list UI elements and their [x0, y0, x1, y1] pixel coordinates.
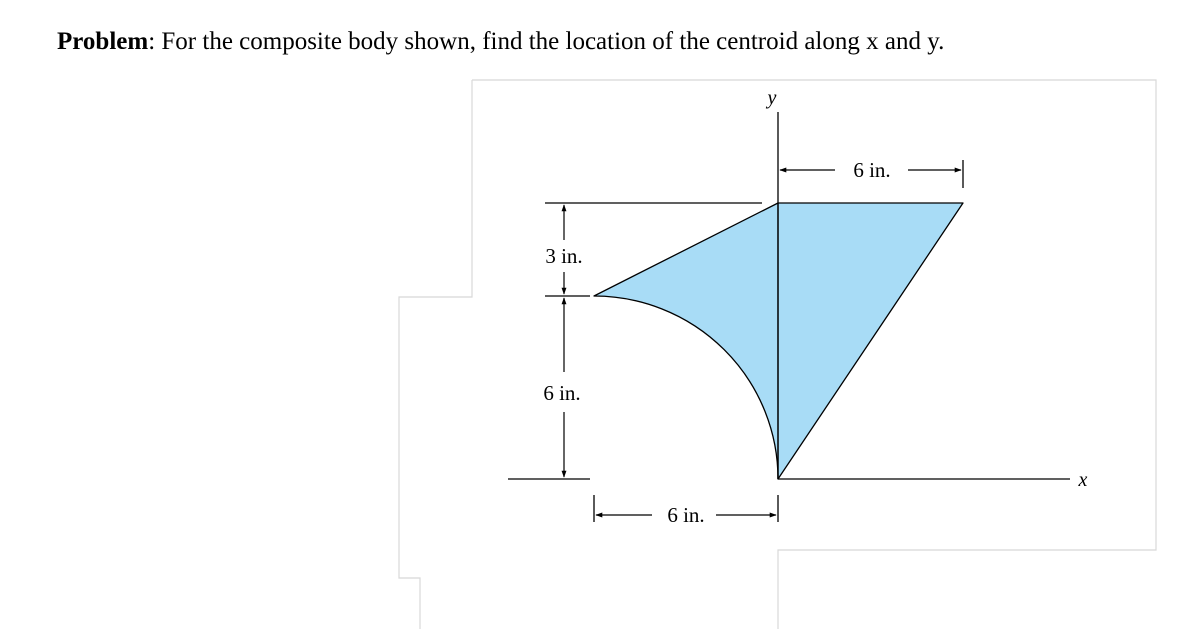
problem-label: Problem [57, 28, 149, 55]
problem-text: For the composite body shown, find the location of the centroid along x and y. [155, 28, 945, 55]
problem-separator: : [148, 28, 156, 55]
y-axis-label: y [767, 87, 777, 109]
x-axis-label: x [1078, 469, 1088, 491]
left-lower-dimension-label: 6 in. [543, 381, 581, 405]
left-upper-dimension-label: 3 in. [545, 244, 583, 268]
top-dimension-label: 6 in. [853, 158, 891, 182]
bottom-dimension-label: 6 in. [667, 503, 705, 527]
